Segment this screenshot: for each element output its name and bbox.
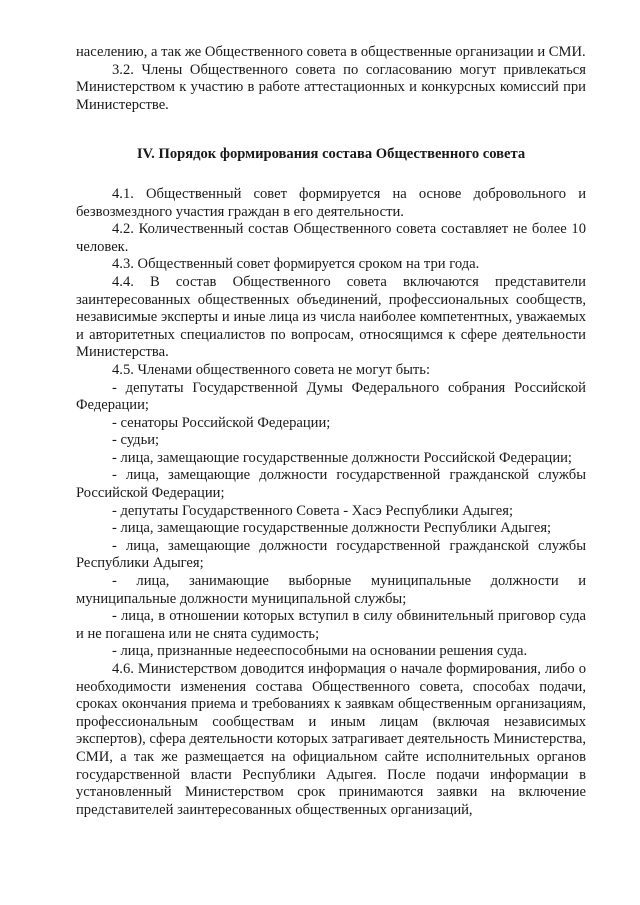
paragraph-4-2: 4.2. Количественный состав Общественного совета составляет не более 10 человек. xyxy=(76,221,586,255)
list-item: - лица, замещающие должности государственной гражданской службы Республики Адыгея; xyxy=(76,537,586,572)
paragraph-3-2: 3.2. Члены Общественного совета по согласованию могут привлекаться Министерством к участию в работе аттестационных и конкурсных комиссий при Министерстве. xyxy=(76,61,586,113)
paragraph-continuation: населению, а так же Общественного совета в общественные организации и СМИ. xyxy=(76,44,586,60)
list-item: - депутаты Государственного Совета - Хасэ Республики Адыгея; xyxy=(112,502,514,519)
list-item: - лица, замещающие государственные должности Республики Адыгея; xyxy=(112,520,552,537)
paragraph-4-3: 4.3. Общественный совет формируется сроком на три года. xyxy=(112,256,480,273)
list-item: - лица, признанные недееспособными на основании решения суда. xyxy=(112,643,528,660)
list-item: - сенаторы Российской Федерации; xyxy=(112,414,331,431)
list-item: - лица, занимающие выборные муниципальные должности и муниципальные должности муниципальной службы; xyxy=(76,573,586,607)
paragraph-4-4: 4.4. В состав Общественного совета включаются представители заинтересованных общественных объединений, профессиональных сообществ, независимые эксперты и иные лица из числа наиболее компетентных, уважаемых и авторитетных специалистов по вопросам, относящимся к сфере деятельности Министерства. xyxy=(76,273,586,361)
section-heading: IV. Порядок формирования состава Общественного совета xyxy=(136,146,526,163)
list-item: - лица, замещающие должности государственной гражданской службы Российской Федерации; xyxy=(76,467,586,502)
paragraph-4-6: 4.6. Министерством доводится информация о начале формирования, либо о необходимости изменения состава Общественного совета, способах подачи, сроках окончания приема и требованиях к заявкам общественным организациям, профессиональным сообществам и иным лицам (включая независимых экспертов), сфера деятельности которых затрагивает деятельность Министерства, СМИ, а так же размещается на официальном сайте исполнительных органов государственной власти Республики Адыгея. После подачи информации в установленный Министерством срок принимаются заявки на включение представителей заинтересованных общественных организаций, xyxy=(76,661,586,818)
paragraph-4-1: 4.1. Общественный совет формируется на основе добровольного и безвозмездного участия граждан в его деятельности. xyxy=(76,185,586,220)
list-item: - депутаты Государственной Думы Федерального собрания Российской Федерации; xyxy=(76,379,586,414)
list-item: - судьи; xyxy=(112,432,160,449)
list-item: - лица, замещающие государственные должности Российской Федерации; xyxy=(112,449,572,466)
paragraph-4-5: 4.5. Членами общественного совета не могут быть: xyxy=(112,361,431,378)
list-item: - лица, в отношении которых вступил в силу обвинительный приговор суда и не погашена или не снята судимость; xyxy=(76,608,586,642)
